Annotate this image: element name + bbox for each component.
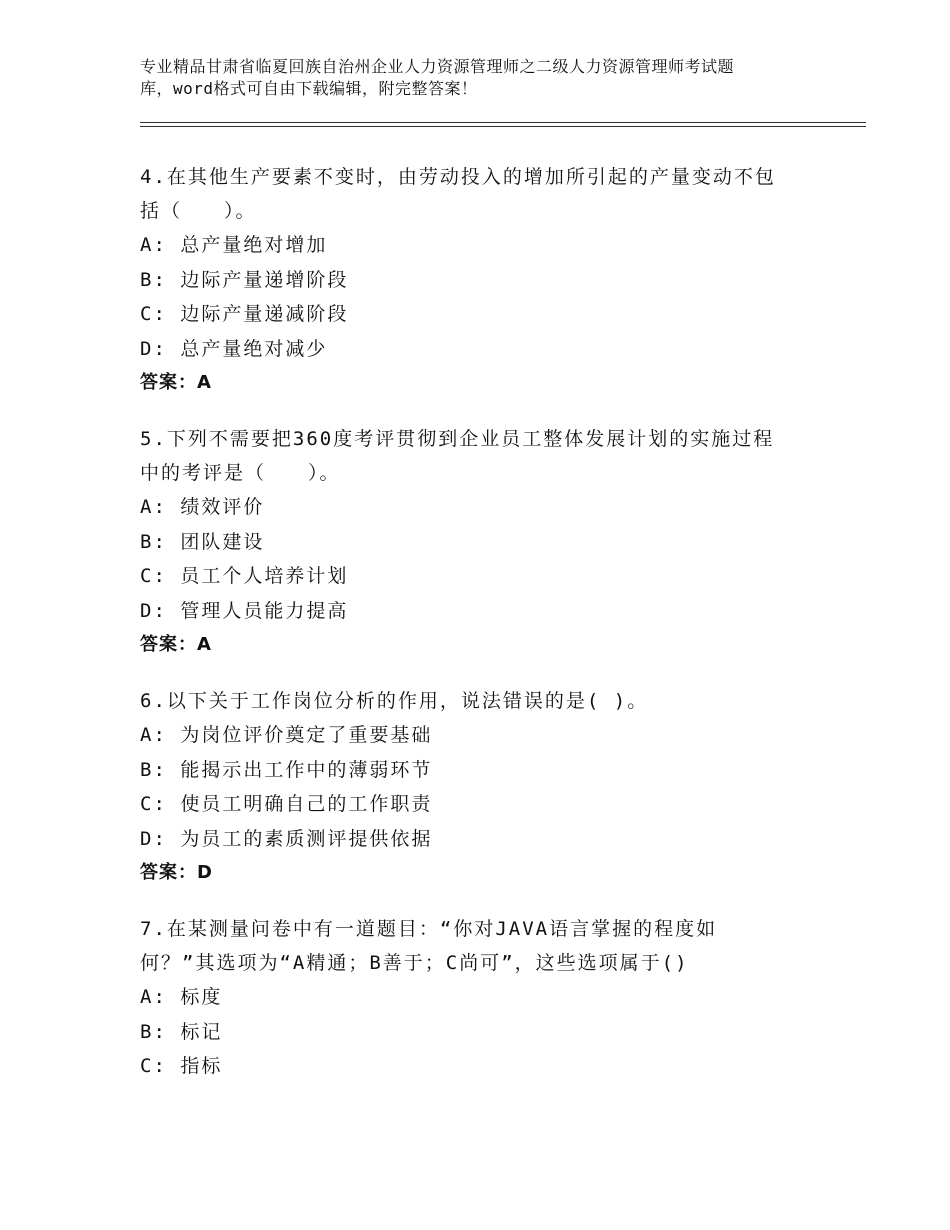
option-d: D: 为员工的素质测评提供依据 xyxy=(140,827,433,850)
question-stem-continued: 何？”其选项为“A精通；B善于；C尚可”，这些选项属于() xyxy=(140,952,689,974)
document-header xyxy=(140,56,840,100)
option-d: D: 总产量绝对减少 xyxy=(140,337,328,360)
question-4 xyxy=(140,160,820,400)
answer-label: 答案：A xyxy=(140,372,212,393)
option-c: C: 边际产量递减阶段 xyxy=(140,303,349,325)
header-divider-second xyxy=(140,126,866,127)
option-c: C: 员工个人培养计划 xyxy=(140,565,349,587)
option-a: A: 标度 xyxy=(140,986,223,1008)
header-line-2: 库，word格式可自由下载编辑，附完整答案！ xyxy=(140,79,478,98)
question-6 xyxy=(140,684,820,890)
question-stem: 7.在某测量问卷中有一道题目：“你对JAVA语言掌握的程度如 xyxy=(140,918,718,940)
question-list xyxy=(140,160,820,1106)
question-7 xyxy=(140,912,820,1084)
question-stem: 4.在其他生产要素不变时，由劳动投入的增加所引起的产量变动不包 xyxy=(140,166,776,188)
question-stem-continued: 中的考评是（ ）。 xyxy=(140,462,341,484)
option-a: A: 为岗位评价奠定了重要基础 xyxy=(140,724,433,746)
option-d: D: 管理人员能力提高 xyxy=(140,599,349,622)
option-c: C: 指标 xyxy=(140,1055,223,1077)
option-b: B: 边际产量递增阶段 xyxy=(140,268,349,291)
option-a: A: 总产量绝对增加 xyxy=(140,234,328,256)
answer-label: 答案：A xyxy=(140,634,212,655)
question-stem-continued: 括（ ）。 xyxy=(140,200,257,222)
option-b: B: 标记 xyxy=(140,1020,223,1043)
question-stem: 6.以下关于工作岗位分析的作用，说法错误的是( )。 xyxy=(140,690,649,712)
option-b: B: 团队建设 xyxy=(140,530,265,553)
option-a: A: 绩效评价 xyxy=(140,496,265,518)
question-stem: 5.下列不需要把360度考评贯彻到企业员工整体发展计划的实施过程 xyxy=(140,428,775,450)
option-b: B: 能揭示出工作中的薄弱环节 xyxy=(140,758,433,781)
header-divider xyxy=(140,122,866,123)
header-line-1: 专业精品甘肃省临夏回族自治州企业人力资源管理师之二级人力资源管理师考试题 xyxy=(140,57,735,76)
question-5 xyxy=(140,422,820,662)
answer-label: 答案：D xyxy=(140,862,213,883)
option-c: C: 使员工明确自己的工作职责 xyxy=(140,793,433,815)
